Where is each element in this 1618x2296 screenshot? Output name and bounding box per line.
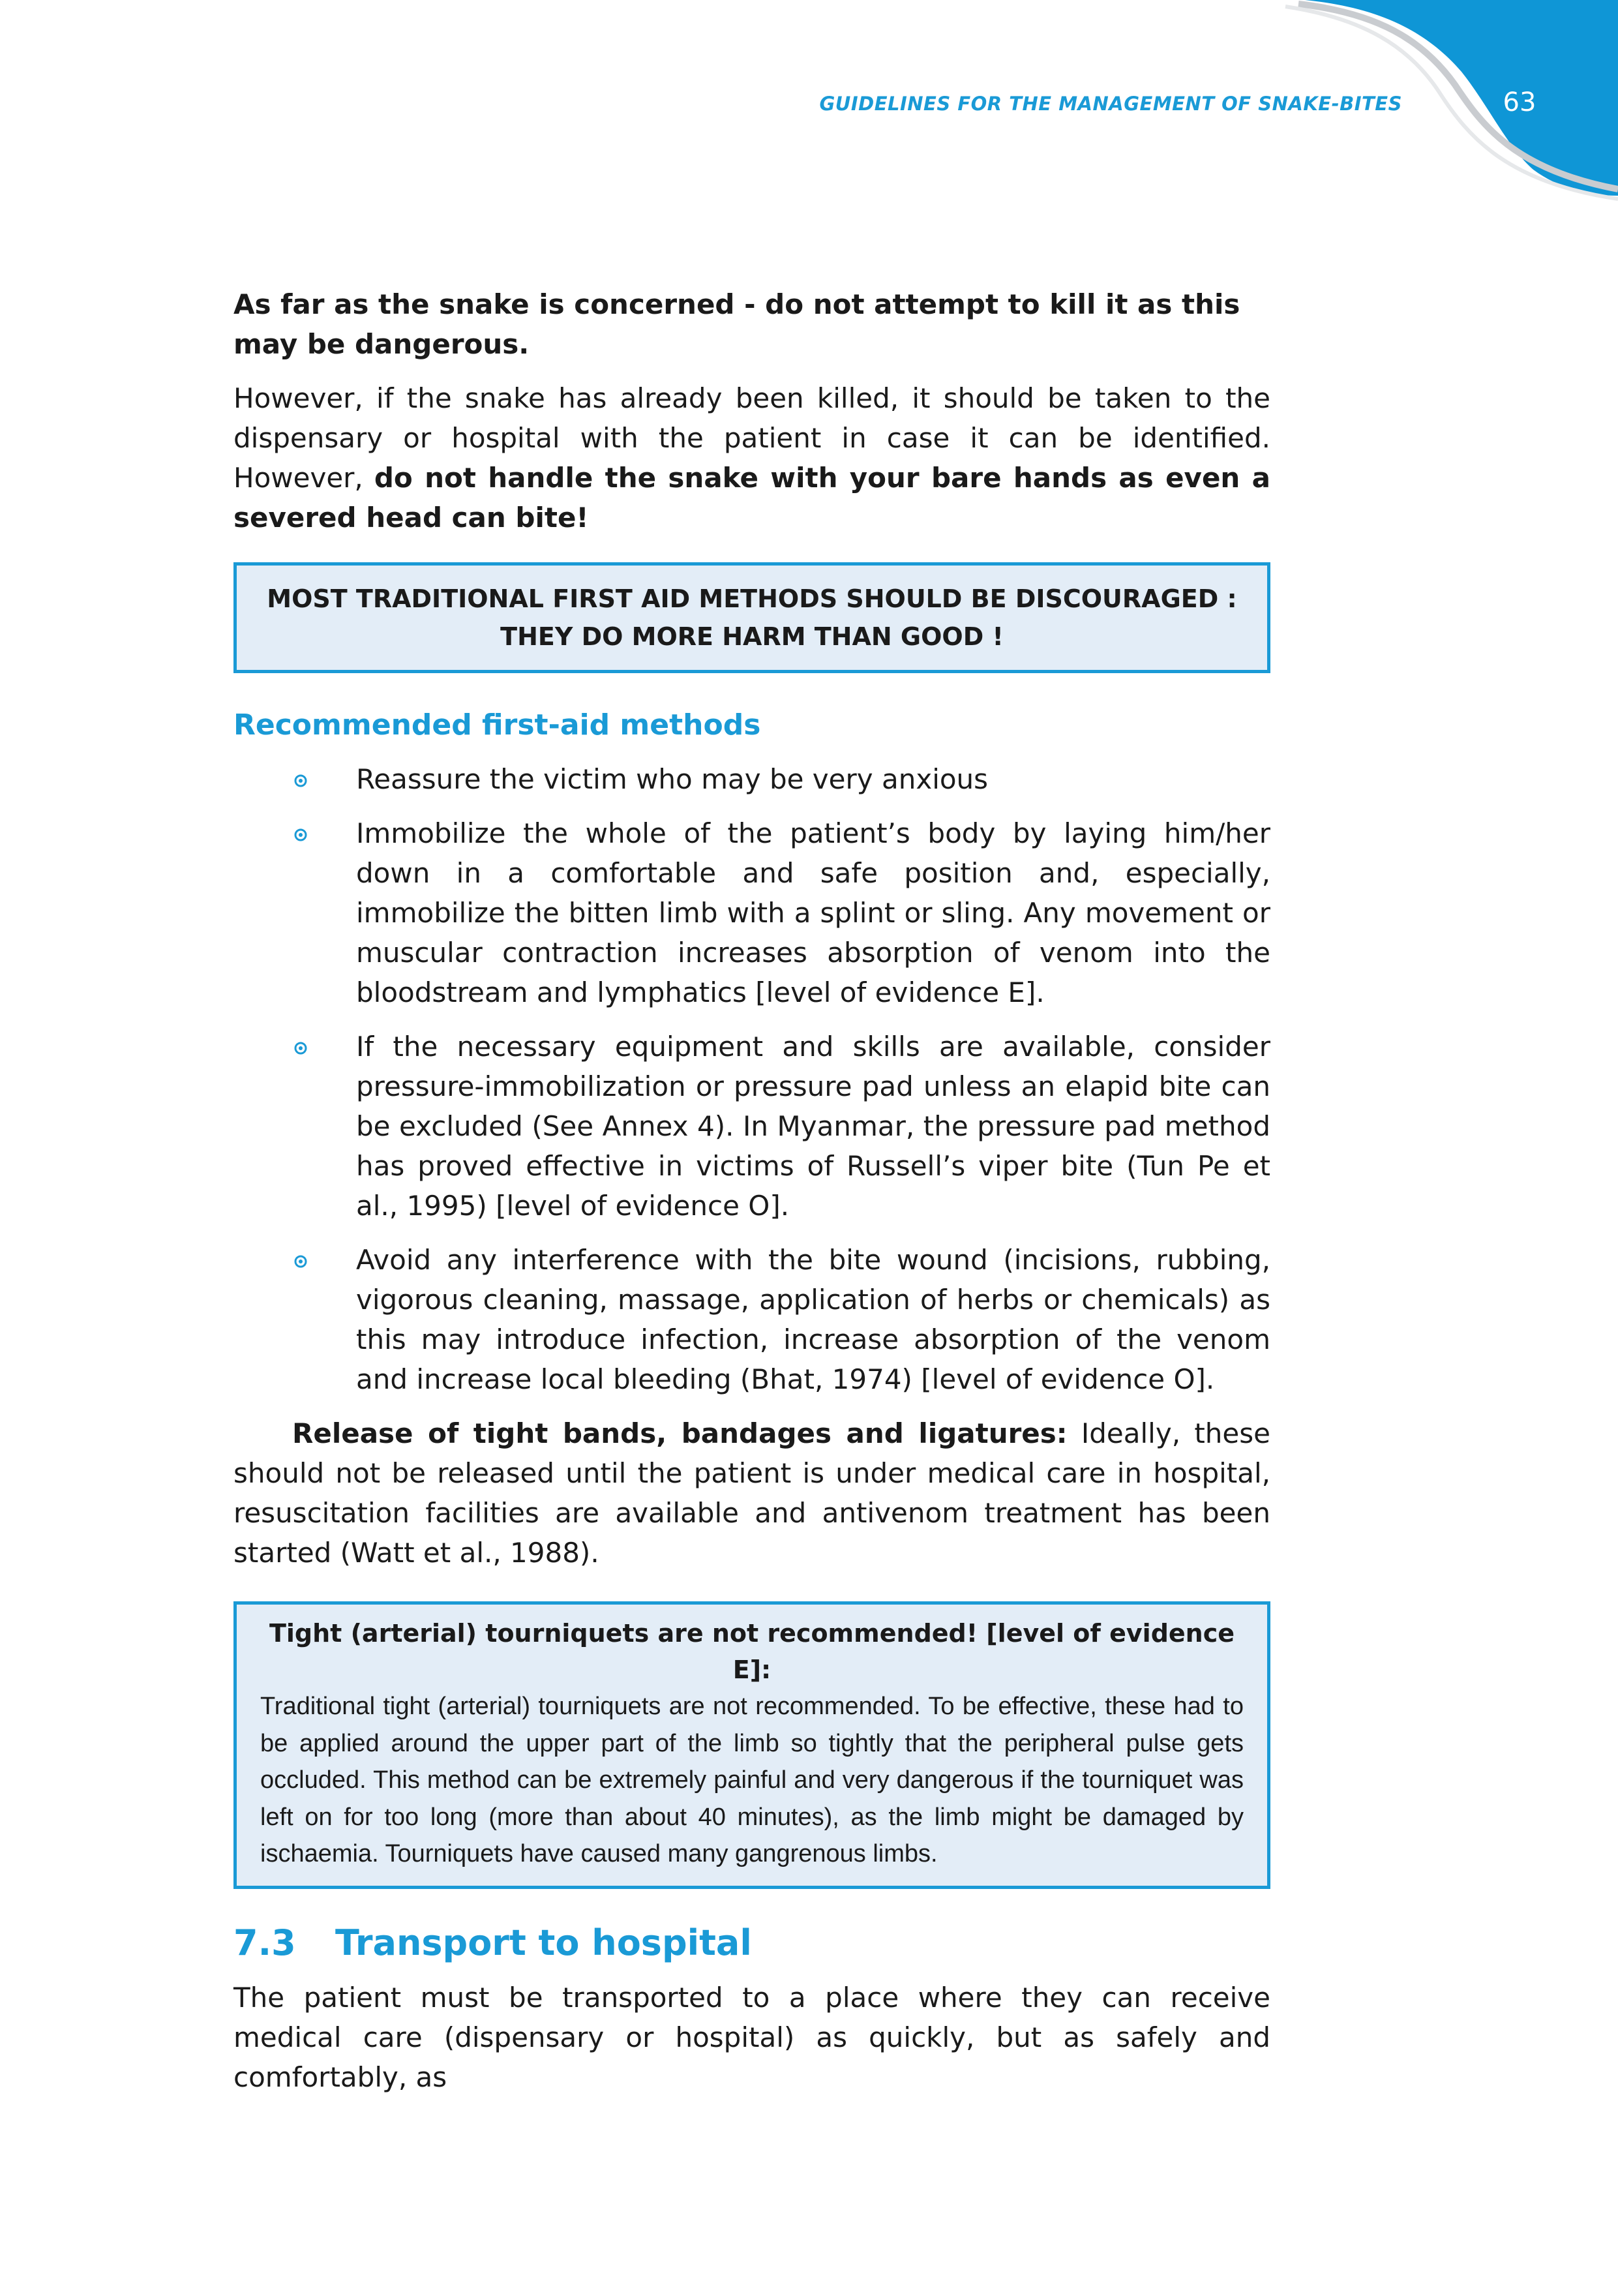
traditional-methods-callout bbox=[233, 562, 1270, 673]
killed-snake-text: However, if the snake has already been killed, it should be taken to the dispensary or hospital with the patient in case it can be identified. However, bbox=[233, 382, 1270, 494]
release-paragraph bbox=[233, 1413, 1270, 1573]
circle-bullet-icon bbox=[293, 1254, 308, 1269]
killed-snake-bold-warning: do not handle the snake with your bare hands as even a severed head can bite! bbox=[233, 462, 1270, 534]
release-text: Ideally, these should not be released until the patient is under medical care in hospital, resuscitation facilities are available and antivenom treatment has been started (Watt et al., 1988). bbox=[233, 1417, 1270, 1569]
callout-line-2: THEY DO MORE HARM THAN GOOD ! bbox=[500, 622, 1004, 651]
tourniquet-callout-body: Traditional tight (arterial) tourniquets are not recommended. To be effective, these had to be applied around the upper part of the limb so tightly that the peripheral pulse gets occluded. This method can be extremely painful and very dangerous if the tourniquet was left on for too long (more than about 40 minutes), as the limb might be damaged by ischaemia. Tourniquets have caused many gangrenous limbs. bbox=[260, 1693, 1244, 1867]
list-item-text: Reassure the victim who may be very anxious bbox=[356, 763, 989, 795]
tourniquet-callout bbox=[233, 1601, 1270, 1889]
list-item bbox=[233, 1240, 1270, 1399]
page-number: 63 bbox=[1503, 87, 1536, 117]
list-item-text: If the necessary equipment and skills are available, consider pressure-immobilization or pressure pad unless an elapid bite can be excluded (See Annex 4). In Myanmar, the pressure pad method has proved effective in victims of Russell’s viper bite (Tun Pe et al., 1995) [level of evidence O]. bbox=[356, 1031, 1270, 1222]
transport-paragraph: The patient must be transported to a place where they can receive medical care (dispensary or hospital) as quickly, but as safely and comfortably, as bbox=[233, 1981, 1270, 2093]
callout-line-1: MOST TRADITIONAL FIRST AID METHODS SHOULD BE DISCOURAGED : bbox=[267, 584, 1237, 613]
section-title: Transport to hospital bbox=[335, 1922, 752, 1963]
circle-bullet-icon bbox=[293, 1041, 308, 1055]
page-body bbox=[233, 284, 1270, 2097]
section-number: 7.3 bbox=[233, 1922, 296, 1963]
circle-bullet-icon bbox=[293, 828, 308, 842]
first-aid-list bbox=[233, 759, 1270, 1399]
killed-snake-paragraph bbox=[233, 378, 1270, 537]
list-item bbox=[233, 813, 1270, 1012]
list-item bbox=[233, 759, 1270, 799]
release-bold-lead: Release of tight bands, bandages and ligatures: bbox=[292, 1417, 1068, 1449]
list-item-text: Immobilize the whole of the patient’s body by laying him/her down in a comfortable and safe position and, especially, immobilize the bitten limb with a splint or sling. Any movement or muscular contraction increases absorption of venom into the bloodstream and lymphatics [level of evidence E]. bbox=[356, 817, 1270, 1008]
section-heading-transport bbox=[233, 1920, 1270, 1966]
running-header-title: GUIDELINES FOR THE MANAGEMENT OF SNAKE-BITES bbox=[819, 93, 1402, 115]
list-item bbox=[233, 1027, 1270, 1226]
snake-warning: As far as the snake is concerned - do not attempt to kill it as this may be dangerous. bbox=[233, 288, 1240, 360]
recommended-methods-heading: Recommended first-aid methods bbox=[233, 708, 761, 742]
tourniquet-callout-title: Tight (arterial) tourniquets are not recommended! [level of evidence E]: bbox=[269, 1619, 1235, 1684]
circle-bullet-icon bbox=[293, 774, 308, 788]
list-item-text: Avoid any interference with the bite wound (incisions, rubbing, vigorous cleaning, massage, application of herbs or chemicals) as this may introduce infection, increase absorption of the venom and increase local bleeding (Bhat, 1974) [level of evidence O]. bbox=[356, 1244, 1270, 1395]
